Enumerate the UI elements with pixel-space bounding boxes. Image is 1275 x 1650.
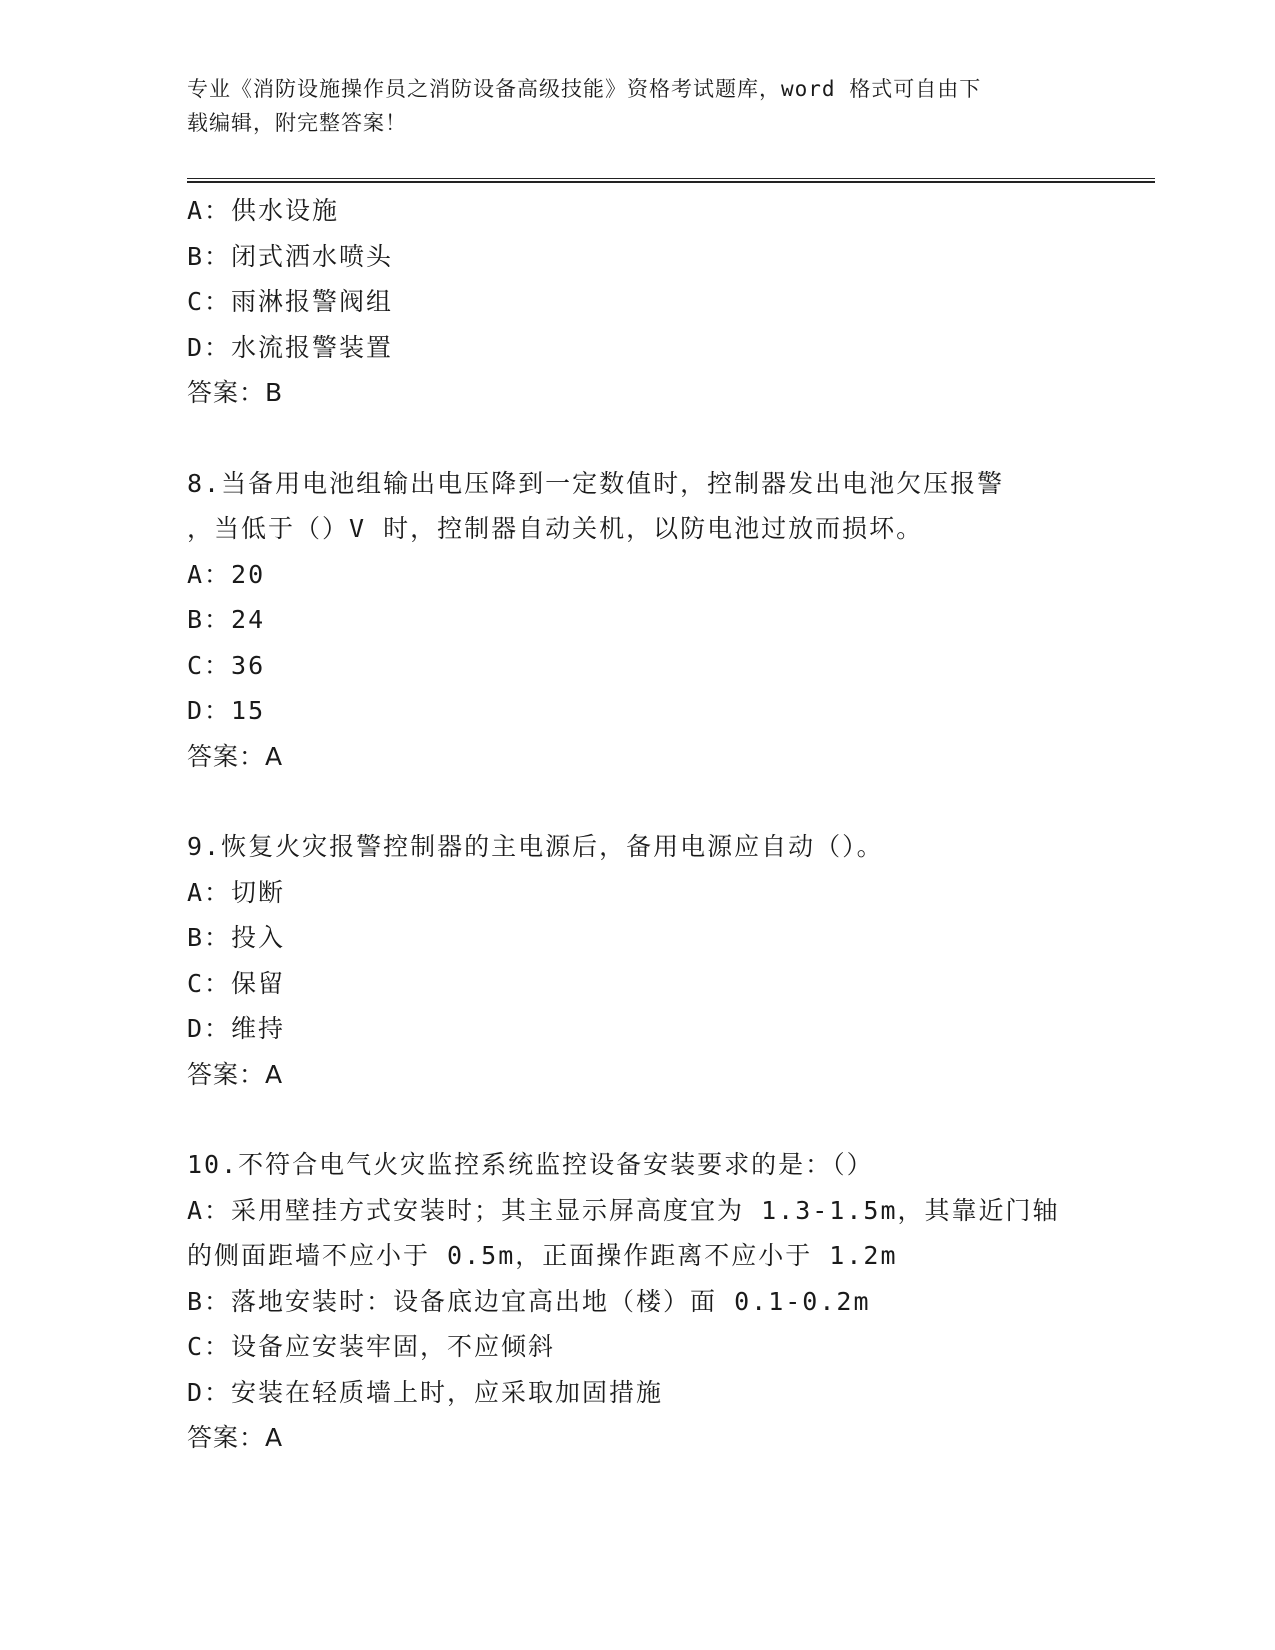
- q8-option-c: C：36: [187, 650, 266, 680]
- question-9: [187, 824, 1155, 1097]
- q10-option-d: D：安装在轻质墙上时，应采取加固措施: [187, 1377, 664, 1407]
- q7-answer: 答案：B: [187, 378, 284, 407]
- q10-option-b: B：落地安装时：设备底边宜高出地（楼）面 0.1-0.2m: [187, 1286, 871, 1316]
- spacer: [187, 779, 1155, 824]
- q8-stem-line-2: ，当低于（）V 时，控制器自动关机，以防电池过放而损坏。: [187, 514, 924, 543]
- header-line-2: 载编辑，附完整答案！: [187, 111, 407, 135]
- q9-option-c: C：保留: [187, 968, 286, 998]
- document-header: [187, 72, 1087, 140]
- q10-answer: 答案：A: [187, 1423, 284, 1452]
- q10-stem-line-1: 10.不符合电气火灾监控系统监控设备安装要求的是：（）: [187, 1150, 874, 1179]
- q9-option-d: D：维持: [187, 1014, 286, 1043]
- q7-option-d: D：水流报警装置: [187, 332, 394, 362]
- question-10: [187, 1142, 1155, 1461]
- header-line-1: 专业《消防设施操作员之消防设备高级技能》资格考试题库，word 格式可自由下: [187, 77, 982, 101]
- q10-option-a-line-1: A：采用壁挂方式安装时；其主显示屏高度宜为 1.3-1.5m，其靠近门轴: [187, 1195, 1060, 1225]
- q9-answer: 答案：A: [187, 1059, 284, 1089]
- q8-option-a: A：20: [187, 559, 266, 589]
- q8-stem-line-1: 8.当备用电池组输出电压降到一定数值时，控制器发出电池欠压报警: [187, 468, 1005, 498]
- spacer: [187, 1097, 1155, 1142]
- q8-option-d: D：15: [187, 696, 266, 725]
- spacer: [187, 416, 1155, 461]
- q9-option-a: A：切断: [187, 877, 286, 907]
- header-divider: [187, 178, 1155, 183]
- q9-stem-line-1: 9.恢复火灾报警控制器的主电源后，备用电源应自动（）。: [187, 832, 884, 861]
- q9-option-b: B：投入: [187, 923, 286, 952]
- q8-option-b: B：24: [187, 605, 266, 634]
- q7-option-a: A：供水设施: [187, 196, 340, 225]
- q7-option-b: B：闭式洒水喷头: [187, 241, 394, 271]
- q7-option-c: C：雨淋报警阀组: [187, 287, 394, 316]
- q8-answer: 答案：A: [187, 741, 284, 771]
- question-list: [187, 188, 1155, 1461]
- question-7: [187, 188, 1155, 416]
- q10-option-a-line-2: 的侧面距墙不应小于 0.5m，正面操作距离不应小于 1.2m: [187, 1241, 898, 1270]
- q10-option-c: C：设备应安装牢固，不应倾斜: [187, 1332, 556, 1361]
- question-8: [187, 461, 1155, 780]
